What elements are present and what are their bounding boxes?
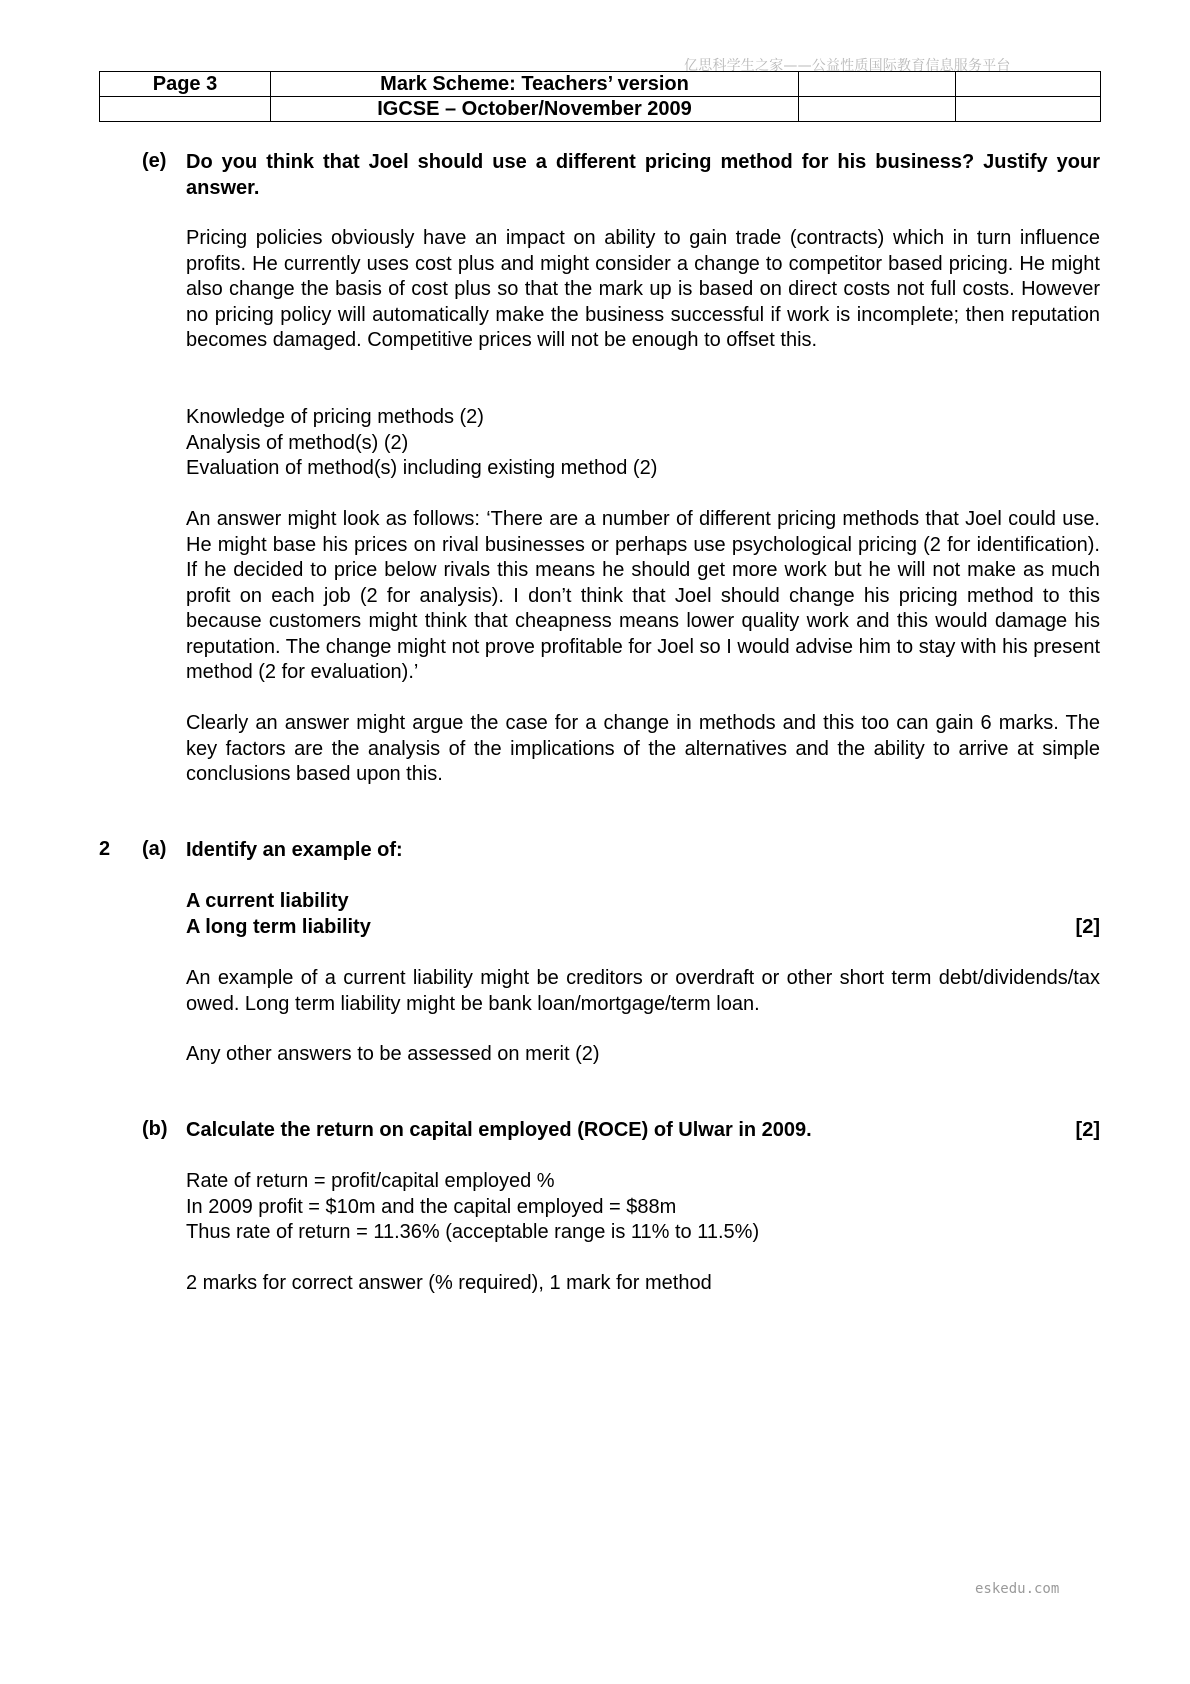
marking-criteria	[186, 405, 1100, 482]
header-empty-cell	[956, 97, 1101, 122]
criteria-item: Evaluation of method(s) including existing method (2)	[186, 457, 658, 479]
calculation-line: In 2009 profit = $10m and the capital employed = $88m	[186, 1195, 677, 1218]
watermark-top: 亿思科学生之家——公益性质国际教育信息服务平台	[684, 58, 1011, 74]
answer-paragraph: Clearly an answer might argue the case for a change in methods and this too can gain 6 marks. The key factors are the analysis of the implications of the alternatives and the ability to arrive at simple conclusions based upon this.	[186, 712, 1100, 785]
answer-paragraph: An example of a current liability might be creditors or overdraft or other short term debt/dividends/tax owed. Long term liability might be bank loan/mortgage/term loan.	[186, 967, 1100, 1015]
document-subtitle: IGCSE – October/November 2009	[271, 97, 799, 122]
marking-note: 2 marks for correct answer (% required), 1 mark for method	[186, 1272, 712, 1294]
question-text: Do you think that Joel should use a different pricing method for his business? Justify your answer.	[186, 151, 1100, 199]
question-text: Identify an example of:	[186, 839, 403, 861]
question-label: (b)	[142, 1118, 168, 1140]
marks-allocation: [2]	[1075, 915, 1100, 938]
example-answer-paragraph: An answer might look as follows: ‘There are a number of different pricing methods that Joel could use. He might base his prices on rival businesses or perhaps use psychological pricing (2 for identification). If he decided to price below rivals this means he should get more work but he will not make as much profit on each job (2 for analysis). I don’t think that Joel should change his pricing method to this because customers might think that cheapness means lower quality work and this would damage his reputation. The change might not prove profitable for Joel so I would advise him to stay with his present method (2 for evaluation).’	[186, 508, 1100, 683]
watermark-bottom: eskedu.com	[975, 1581, 1060, 1597]
header-empty-cell	[956, 72, 1101, 97]
header-row-1	[100, 72, 1101, 97]
header-table	[99, 71, 1101, 122]
question-label: (e)	[142, 150, 167, 172]
header-empty-cell	[100, 97, 271, 122]
answer-paragraph: Pricing policies obviously have an impact on ability to gain trade (contracts) which in turn influence profits. He currently uses cost plus and might consider a change to competitor based pricing. He might also change the basis of cost plus so that the mark up is based on direct costs not full costs. However no pricing policy will automatically make the business successful if work is incomplete; then reputation becomes damaged. Competitive prices will not be enough to offset this.	[186, 227, 1100, 351]
header-empty-cell	[799, 72, 956, 97]
question-number: 2	[99, 838, 111, 860]
calculation-line: Rate of return = profit/capital employed %	[186, 1170, 555, 1192]
question-row	[186, 1118, 1100, 1144]
calculation-line: Thus rate of return = 11.36% (acceptable range is 11% to 11.5%)	[186, 1221, 760, 1243]
question-item-row	[186, 915, 1100, 941]
header-empty-cell	[799, 97, 956, 122]
document-title: Mark Scheme: Teachers’ version	[271, 72, 799, 97]
question-text: Calculate the return on capital employed (ROCE) of Ulwar in 2009.	[186, 1119, 812, 1141]
question-items	[186, 889, 1100, 940]
marking-note: Any other answers to be assessed on merit (2)	[186, 1043, 600, 1065]
question-label: (a)	[142, 838, 167, 860]
calculation-lines	[186, 1169, 1100, 1246]
question-item: A long term liability	[186, 915, 371, 938]
marks-allocation: [2]	[1075, 1119, 1100, 1141]
page-number: Page 3	[100, 72, 271, 97]
header-row-2	[100, 97, 1101, 122]
criteria-item: Analysis of method(s) (2)	[186, 431, 409, 454]
criteria-item: Knowledge of pricing methods (2)	[186, 406, 484, 428]
question-item: A current liability	[186, 890, 349, 912]
